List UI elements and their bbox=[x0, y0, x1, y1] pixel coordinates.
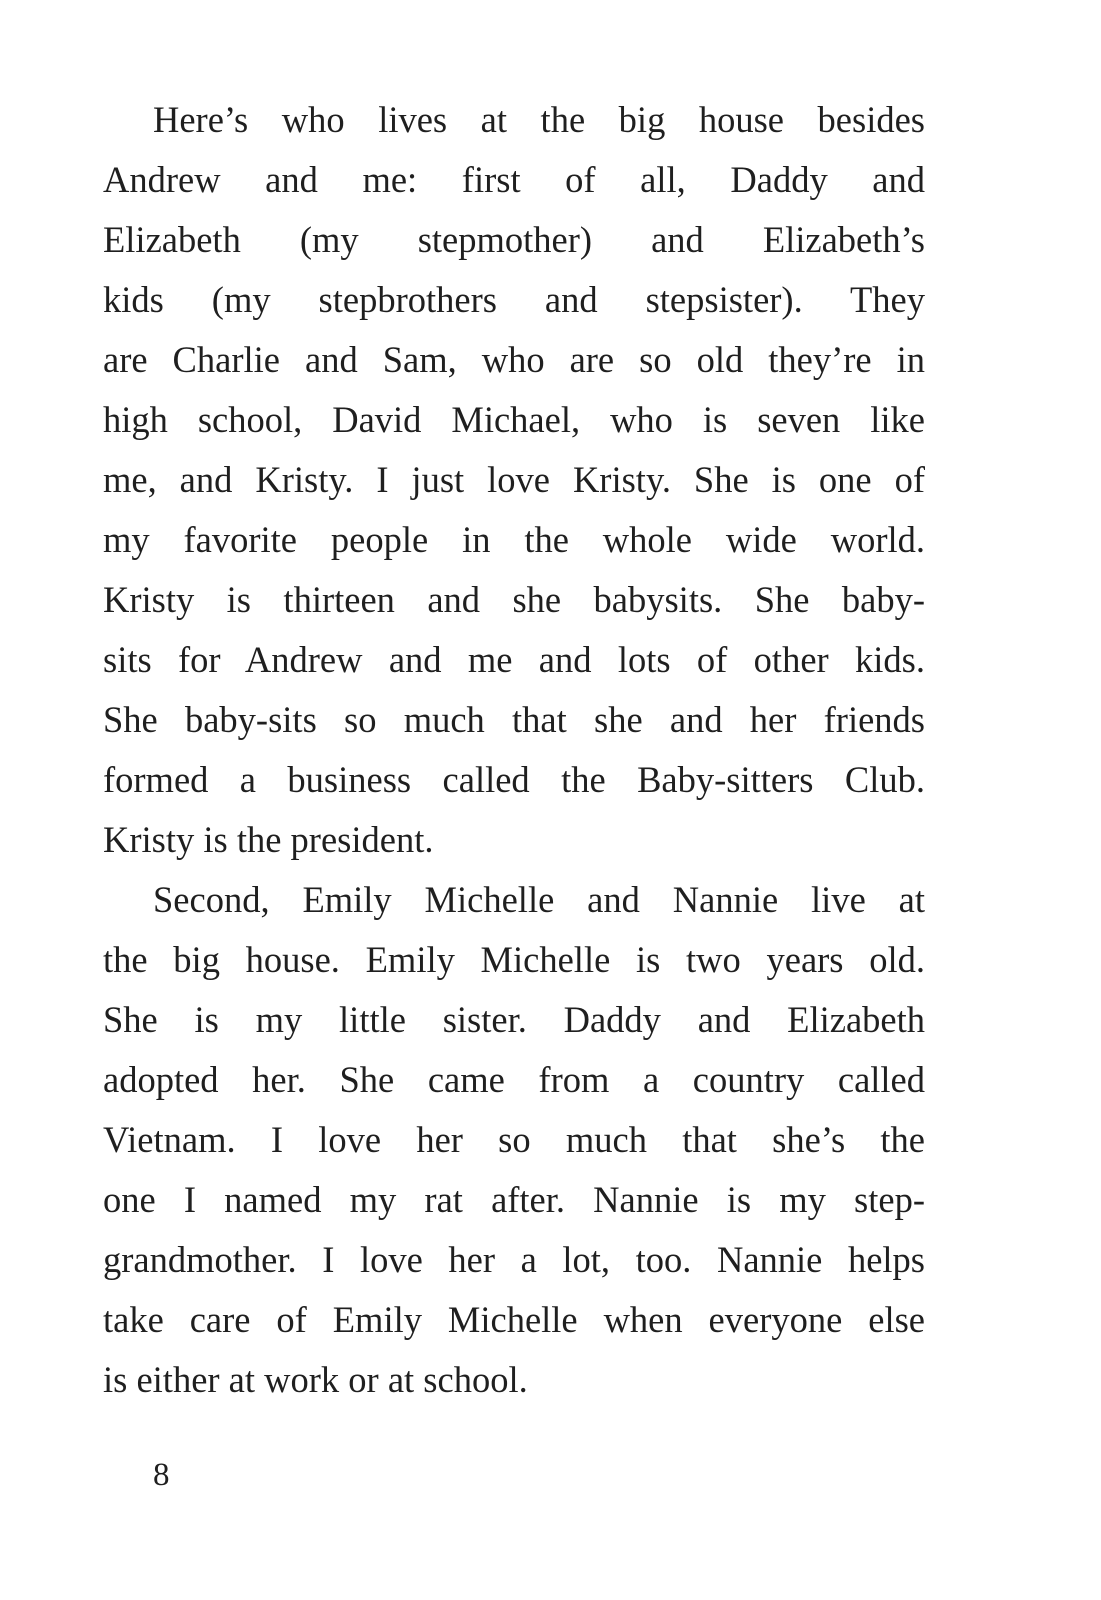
text-line: Elizabeth (my stepmother) and Elizabeth’s bbox=[103, 219, 925, 260]
text-line: adopted her. She came from a country called bbox=[103, 1059, 925, 1100]
text-line: Andrew and me: first of all, Daddy and bbox=[103, 159, 925, 200]
text-line: me, and Kristy. I just love Kristy. She is one of bbox=[103, 459, 925, 500]
text-line: Kristy is thirteen and she babysits. She baby- bbox=[103, 579, 925, 620]
text-line: are Charlie and Sam, who are so old they’re in bbox=[103, 339, 925, 380]
text-line: She is my little sister. Daddy and Elizabeth bbox=[103, 999, 925, 1040]
text-line: Second, Emily Michelle and Nannie live at bbox=[153, 879, 925, 920]
text-line: Vietnam. I love her so much that she’s the bbox=[103, 1119, 925, 1160]
text-line: my favorite people in the whole wide world. bbox=[103, 519, 925, 560]
text-line: high school, David Michael, who is seven like bbox=[103, 399, 925, 440]
text-line: Here’s who lives at the big house besides bbox=[153, 99, 925, 140]
page-number: 8 bbox=[153, 1457, 170, 1493]
body-text bbox=[103, 90, 925, 1410]
text-line: the big house. Emily Michelle is two years old. bbox=[103, 939, 925, 980]
text-line: She baby-sits so much that she and her friends bbox=[103, 699, 925, 740]
paragraph-1 bbox=[103, 90, 925, 870]
text-line: grandmother. I love her a lot, too. Nannie helps bbox=[103, 1239, 925, 1280]
text-line: formed a business called the Baby-sitters Club. bbox=[103, 759, 925, 800]
text-line: take care of Emily Michelle when everyone else bbox=[103, 1299, 925, 1340]
text-line: sits for Andrew and me and lots of other kids. bbox=[103, 639, 925, 680]
text-line: Kristy is the president. bbox=[103, 819, 434, 860]
text-line: one I named my rat after. Nannie is my step- bbox=[103, 1179, 925, 1220]
text-line: kids (my stepbrothers and stepsister). They bbox=[103, 279, 925, 320]
text-line: is either at work or at school. bbox=[103, 1359, 528, 1400]
paragraph-2 bbox=[103, 870, 925, 1410]
